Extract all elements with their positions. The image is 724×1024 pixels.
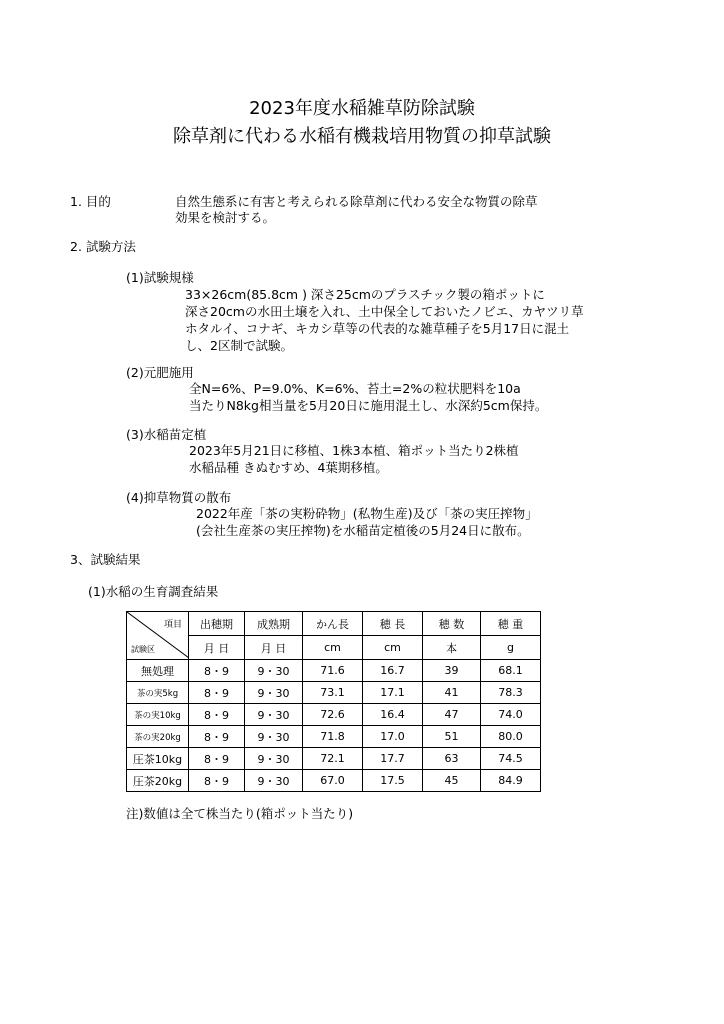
- sub4-line2: (会社生産茶の実圧搾物)を水稲苗定植後の5月24日に散布。: [196, 523, 530, 538]
- table-cell: 72.1: [303, 748, 363, 770]
- table-cell: 68.1: [481, 660, 541, 682]
- table-cell: 73.1: [303, 682, 363, 704]
- table-cell: 41: [423, 682, 481, 704]
- table-cell: 8・9: [189, 726, 245, 748]
- table-cell: 17.1: [363, 682, 423, 704]
- table-cell: 17.7: [363, 748, 423, 770]
- table-cell: 9・30: [245, 682, 303, 704]
- unit-cell: cm: [363, 636, 423, 660]
- sub3-line1: 2023年5月21日に移植、1株3本植、箱ポット当たり2株植: [189, 443, 519, 458]
- unit-cell: 月 日: [189, 636, 245, 660]
- header-panicle-length: 穂 長: [363, 612, 423, 636]
- table-row: [127, 682, 541, 704]
- table-cell: 9・30: [245, 704, 303, 726]
- table-cell: 9・30: [245, 748, 303, 770]
- table-cell: 47: [423, 704, 481, 726]
- sub1-line1: 33×26cm(85.8cm ) 深さ25cmのプラスチック製の箱ポットに: [185, 287, 545, 302]
- sub3-line2: 水稲品種 きぬむすめ、4葉期移植。: [189, 460, 388, 475]
- sub4-line1: 2022年産「茶の実粉砕物」(私物生産)及び「茶の実圧搾物」: [196, 506, 538, 521]
- table-cell: 9・30: [245, 726, 303, 748]
- table-row: [127, 748, 541, 770]
- table-header-row: [127, 612, 541, 636]
- table-corner-cell: [127, 612, 189, 660]
- table-cell: 63: [423, 748, 481, 770]
- table-cell: 72.6: [303, 704, 363, 726]
- sub1-line3: ホタルイ、コナギ、キカシ草等の代表的な雑草種子を5月17日に混土: [185, 321, 570, 336]
- table-cell: 67.0: [303, 770, 363, 792]
- sub2-label: (2)元肥施用: [126, 365, 194, 380]
- sub1-label: (1)試験規様: [126, 270, 194, 285]
- row-label: 茶の実5kg: [127, 682, 189, 704]
- table-cell: 78.3: [481, 682, 541, 704]
- section3-label: 3、試験結果: [70, 552, 141, 567]
- header-culm-length: かん長: [303, 612, 363, 636]
- table-cell: 16.4: [363, 704, 423, 726]
- corner-top-label: 項目: [163, 620, 182, 630]
- row-label: 茶の実10kg: [127, 704, 189, 726]
- header-heading-date: 出穂期: [189, 612, 245, 636]
- table-cell: 74.0: [481, 704, 541, 726]
- table-cell: 51: [423, 726, 481, 748]
- table-row: [127, 704, 541, 726]
- table-cell: 8・9: [189, 682, 245, 704]
- header-maturity-date: 成熟期: [245, 612, 303, 636]
- unit-cell: 本: [423, 636, 481, 660]
- table-cell: 17.0: [363, 726, 423, 748]
- table-cell: 71.8: [303, 726, 363, 748]
- table-cell: 8・9: [189, 704, 245, 726]
- unit-cell: g: [481, 636, 541, 660]
- sub1-line4: し、2区制で試験。: [185, 338, 293, 353]
- table-cell: 84.9: [481, 770, 541, 792]
- table-row: [127, 726, 541, 748]
- results-table: [126, 611, 541, 792]
- section2-label: 2. 試験方法: [70, 239, 136, 254]
- sub3-label: (3)水稲苗定植: [126, 427, 207, 442]
- page-subtitle: 除草剤に代わる水稲有機栽培用物質の抑草試験: [173, 126, 551, 147]
- row-label: 圧茶10kg: [127, 748, 189, 770]
- table-cell: 17.5: [363, 770, 423, 792]
- row-label: 無処理: [127, 660, 189, 682]
- page-title: 2023年度水稲雑草防除試験: [249, 98, 475, 119]
- header-panicle-count: 穂 数: [423, 612, 481, 636]
- table-cell: 9・30: [245, 660, 303, 682]
- section1-label: 1. 目的: [70, 194, 111, 209]
- sub4-label: (4)抑草物質の散布: [126, 490, 232, 505]
- table-cell: 8・9: [189, 748, 245, 770]
- table-cell: 8・9: [189, 660, 245, 682]
- table-cell: 16.7: [363, 660, 423, 682]
- unit-cell: 月 日: [245, 636, 303, 660]
- table-row: [127, 770, 541, 792]
- section1-text-line2: 効果を検討する。: [175, 210, 276, 225]
- corner-bottom-label: 試験区: [131, 645, 155, 654]
- table-cell: 8・9: [189, 770, 245, 792]
- row-label: 圧茶20kg: [127, 770, 189, 792]
- unit-cell: cm: [303, 636, 363, 660]
- sub2-line1: 全N=6%、P=9.0%、K=6%、苔土=2%の粒状肥料を10a: [189, 381, 521, 396]
- table-cell: 9・30: [245, 770, 303, 792]
- table-cell: 39: [423, 660, 481, 682]
- sub2-line2: 当たりN8kg相当量を5月20日に施用混土し、水深約5cm保持。: [189, 398, 548, 413]
- table-row: [127, 660, 541, 682]
- table-note: 注)数値は全て株当たり(箱ポット当たり): [126, 806, 354, 821]
- section3-sub1-label: (1)水稲の生育調査結果: [88, 584, 219, 599]
- table-cell: 74.5: [481, 748, 541, 770]
- header-panicle-weight: 穂 重: [481, 612, 541, 636]
- table-cell: 45: [423, 770, 481, 792]
- row-label: 茶の実20kg: [127, 726, 189, 748]
- section1-text-line1: 自然生態系に有害と考えられる除草剤に代わる安全な物質の除草: [175, 194, 538, 209]
- table-cell: 71.6: [303, 660, 363, 682]
- table-cell: 80.0: [481, 726, 541, 748]
- sub1-line2: 深さ20cmの水田土壌を入れ、土中保全しておいたノビエ、カヤツリ草: [185, 304, 584, 319]
